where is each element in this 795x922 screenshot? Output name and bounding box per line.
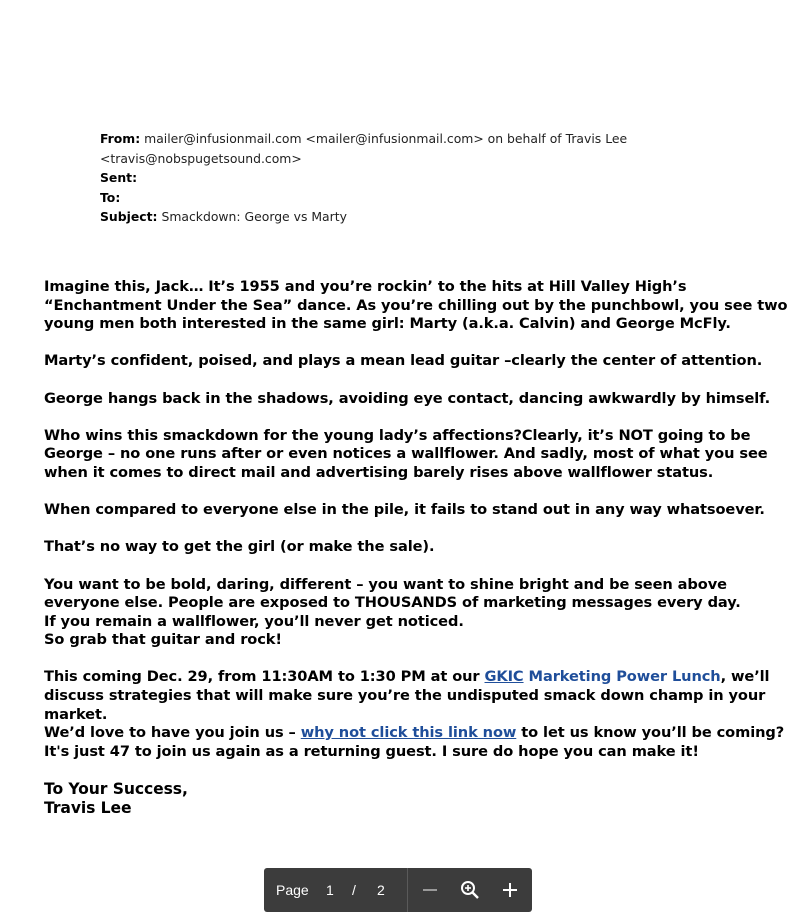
body-line: George – no one runs after or even notices a wallflower. And sadly, most of what you see: [44, 445, 768, 463]
paragraph-8: [44, 668, 784, 761]
body-line: young men both interested in the same girl: Marty (a.k.a. Calvin) and George McFly.: [44, 315, 731, 333]
event-name: Marketing Power Lunch: [523, 668, 721, 686]
plus-icon: [498, 878, 522, 902]
body-line: When compared to everyone else in the pile, it fails to stand out in any way whatsoever.: [44, 501, 765, 519]
body-line: [44, 724, 784, 743]
page-separator: /: [352, 882, 356, 898]
page-label: Page: [276, 882, 309, 898]
subject-line: [100, 207, 660, 227]
total-pages: 2: [377, 882, 385, 898]
body-line: It's just 47 to join us again as a returning guest. I sure do hope you can make it!: [44, 742, 699, 760]
from-line: [100, 129, 660, 149]
signature-name: Travis Lee: [44, 799, 132, 818]
rsvp-text-end: to let us know you’ll be coming?: [516, 724, 785, 742]
current-page-input[interactable]: 1: [326, 882, 334, 898]
minus-icon: [418, 878, 442, 902]
paragraph-6: [44, 538, 784, 557]
body-line: So grab that guitar and rock!: [44, 631, 282, 649]
body-line: when it comes to direct mail and advertising barely rises above wallflower status.: [44, 463, 714, 481]
toolbar-divider: [407, 868, 408, 912]
subject-label: Subject:: [100, 209, 158, 225]
body-line: market.: [44, 705, 108, 723]
sent-line: [100, 168, 660, 188]
pdf-page-toolbar: [264, 868, 532, 912]
paragraph-3: [44, 390, 784, 409]
zoom-out-button[interactable]: [418, 878, 442, 902]
signature-block: [44, 780, 784, 818]
rsvp-link[interactable]: why not click this link now: [300, 724, 517, 742]
from-label: From:: [100, 131, 141, 146]
email-header: [100, 129, 660, 227]
body-line: That’s no way to get the girl (or make the sale).: [44, 538, 435, 556]
body-line: If you remain a wallflower, you’ll never get noticed.: [44, 612, 464, 630]
body-line: George hangs back in the shadows, avoiding eye contact, dancing awkwardly by himself.: [44, 389, 771, 407]
event-text-end: , we’ll: [720, 668, 770, 686]
body-line: discuss strategies that will make sure you’re the undisputed smack down champ in your: [44, 687, 766, 705]
body-line: You want to be bold, daring, different – you want to shine bright and be seen above: [44, 575, 727, 593]
gkic-link[interactable]: GKIC: [484, 668, 524, 686]
zoom-fit-button[interactable]: [458, 878, 482, 902]
event-text: This coming Dec. 29, from 11:30AM to 1:30 PM at our: [44, 668, 485, 686]
zoom-magnifier-icon: [458, 878, 482, 902]
body-line: everyone else. People are exposed to THOUSANDS of marketing messages every day.: [44, 594, 741, 612]
paragraph-2: [44, 352, 784, 371]
zoom-in-button[interactable]: [498, 878, 522, 902]
paragraph-5: [44, 501, 784, 520]
to-line: [100, 188, 660, 208]
body-line: Who wins this smackdown for the young lady’s affections?Clearly, it’s NOT going to be: [44, 426, 751, 444]
paragraph-7: [44, 576, 784, 650]
rsvp-text: We’d love to have you join us –: [44, 724, 301, 742]
body-line: “Enchantment Under the Sea” dance. As you’re chilling out by the punchbowl, you see two: [44, 296, 788, 314]
closing: To Your Success,: [44, 780, 188, 799]
paragraph-4: [44, 427, 784, 483]
to-label: To:: [100, 189, 121, 205]
email-body: [44, 278, 788, 818]
from-value: mailer@infusionmail.com <mailer@infusionmail.com> on behalf of Travis Lee: [144, 131, 628, 146]
body-line: [44, 668, 784, 687]
subject-value: Smackdown: George vs Marty: [161, 209, 347, 225]
body-line: Imagine this, Jack… It’s 1955 and you’re rockin’ to the hits at Hill Valley High’s: [44, 278, 687, 295]
sent-label: Sent:: [100, 170, 138, 186]
paragraph-1: [44, 278, 788, 334]
from-line-cont: <travis@nobspugetsound.com>: [100, 150, 302, 166]
body-line: Marty’s confident, poised, and plays a mean lead guitar –clearly the center of attention.: [44, 352, 763, 370]
